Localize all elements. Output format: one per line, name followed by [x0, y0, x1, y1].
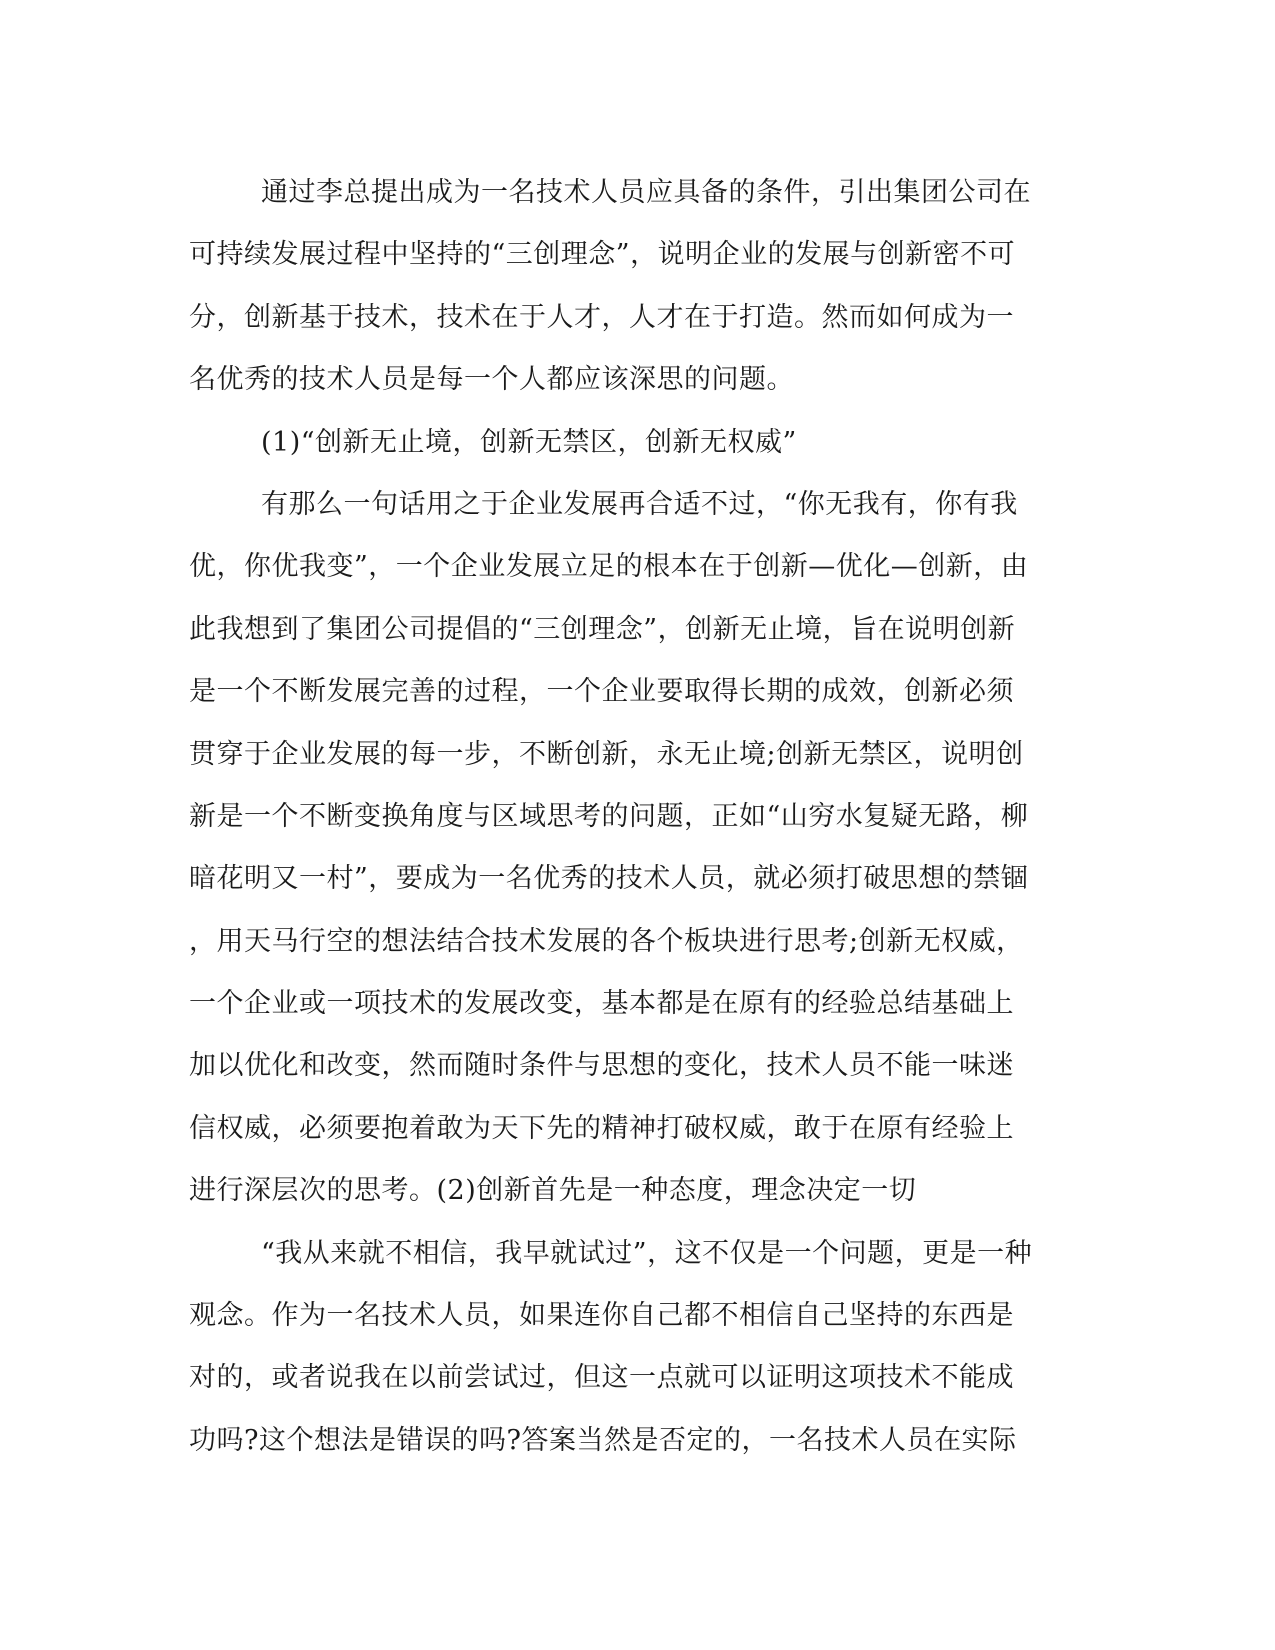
- paragraph-line: 分，创新基于技术，技术在于人才，人才在于打造。然而如何成为一: [189, 301, 1014, 333]
- paragraph-line: 一个企业或一项技术的发展改变，基本都是在原有的经验总结基础上: [189, 988, 1014, 1020]
- body-text: [189, 162, 1069, 1472]
- paragraph-line: 新是一个不断变换角度与区域思考的问题，正如“山穷水复疑无路，柳: [189, 800, 1029, 832]
- paragraph-line: ，用天马行空的想法结合技术发展的各个板块进行思考;创新无权威，: [189, 925, 1024, 957]
- paragraph-line: 贯穿于企业发展的每一步，不断创新，永无止境;创新无禁区，说明创: [189, 738, 1024, 770]
- paragraph-line: 优，你优我变”，一个企业发展立足的根本在于创新—优化—创新，由: [189, 551, 1029, 583]
- paragraph-line: 信权威，必须要抱着敢为天下先的精神打破权威，敢于在原有经验上: [189, 1112, 1014, 1144]
- paragraph-line: “我从来就不相信，我早就试过”，这不仅是一个问题，更是一种: [261, 1237, 1033, 1269]
- paragraph-line: 此我想到了集团公司提倡的“三创理念”，创新无止境，旨在说明创新: [189, 613, 1016, 645]
- paragraph-line: 暗花明又一村”，要成为一名优秀的技术人员，就必须打破思想的禁锢: [189, 863, 1029, 895]
- paragraph-line: 功吗?这个想法是错误的吗?答案当然是否定的，一名技术人员在实际: [189, 1424, 1017, 1456]
- section-heading: (1)“创新无止境，创新无禁区，创新无权威”: [261, 426, 797, 458]
- paragraph-line: 可持续发展过程中坚持的“三创理念”，说明企业的发展与创新密不可: [189, 239, 1016, 271]
- paragraph-line: 加以优化和改变，然而随时条件与思想的变化，技术人员不能一味迷: [189, 1050, 1014, 1082]
- paragraph-line: 有那么一句话用之于企业发展再合适不过，“你无我有，你有我: [261, 488, 1018, 520]
- paragraph-line: 通过李总提出成为一名技术人员应具备的条件，引出集团公司在: [261, 177, 1031, 208]
- paragraph-line: 观念。作为一名技术人员，如果连你自己都不相信自己坚持的东西是: [189, 1300, 1014, 1332]
- paragraph-line: 是一个不断发展完善的过程，一个企业要取得长期的成效，创新必须: [189, 676, 1014, 708]
- paragraph-line: 对的，或者说我在以前尝试过，但这一点就可以证明这项技术不能成: [189, 1362, 1014, 1394]
- paragraph-line: 名优秀的技术人员是每一个人都应该深思的问题。: [189, 364, 794, 396]
- paragraph-line: 进行深层次的思考。(2)创新首先是一种态度，理念决定一切: [189, 1175, 917, 1207]
